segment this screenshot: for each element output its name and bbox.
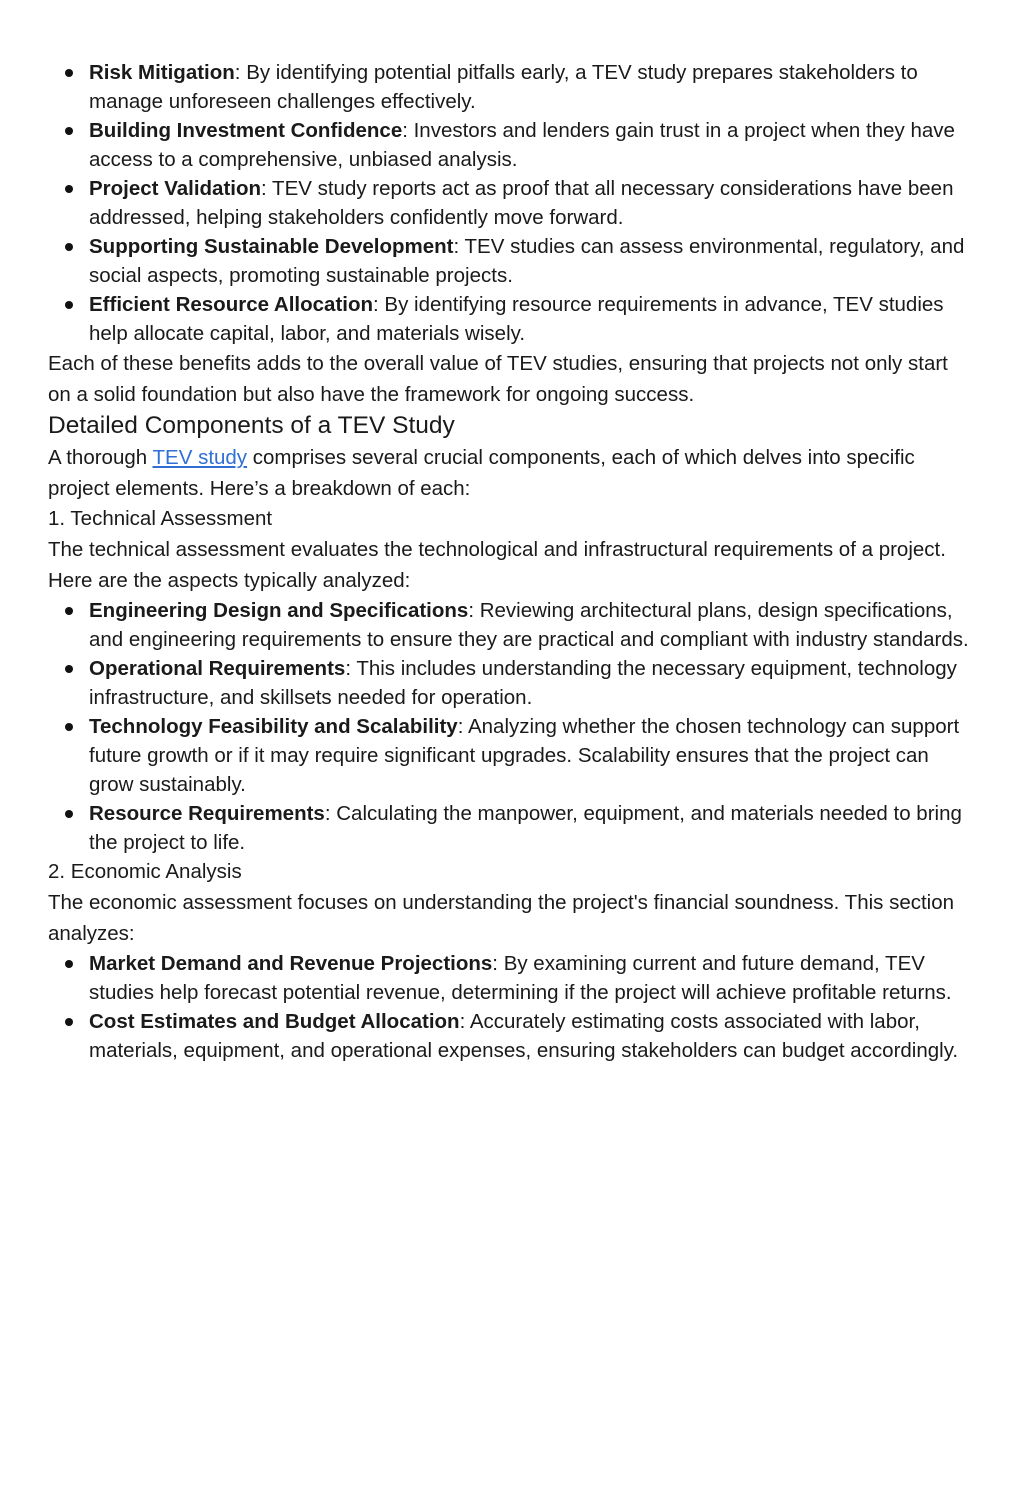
- technical-assessment-heading: 1. Technical Assessment: [48, 507, 273, 530]
- intro-text-before: A thorough: [48, 446, 153, 469]
- list-item-term: Efficient Resource Allocation: [89, 293, 374, 316]
- list-item-term: Market Demand and Revenue Projections: [89, 952, 493, 975]
- list-item-text: : By examining current and future demand, TEV studies help forecast potential revenue, determining if the project will achieve profitable returns.: [89, 952, 952, 1004]
- tev-study-link[interactable]: TEV study: [152, 446, 248, 469]
- list-item-text: : Calculating the manpower, equipment, and materials needed to bring the project to life.: [89, 802, 962, 854]
- list-item-term: Cost Estimates and Budget Allocation: [89, 1010, 460, 1033]
- list-item: [89, 174, 974, 232]
- list-item: [89, 290, 974, 348]
- list-item-text: : Analyzing whether the chosen technology can support future growth or if it may require significant upgrades. Scalability ensures that the project can grow sustainably.: [89, 715, 960, 796]
- list-item-term: Resource Requirements: [89, 802, 325, 825]
- bullet-icon: [65, 810, 73, 818]
- bullet-icon: [65, 127, 73, 135]
- list-item-text: : Investors and lenders gain trust in a project when they have access to a comprehensive, unbiased analysis.: [89, 119, 955, 171]
- list-item-text: : Reviewing architectural plans, design specifications, and engineering requirements to ensure they are practical and compliant with industry standards.: [89, 599, 969, 651]
- components-intro: [48, 442, 974, 504]
- list-item: [89, 58, 974, 116]
- list-item-term: Operational Requirements: [89, 657, 346, 680]
- bullet-icon: [65, 1018, 73, 1026]
- list-item-text: : TEV study reports act as proof that all necessary considerations have been addressed, helping stakeholders confidently move forward.: [89, 177, 954, 229]
- bullet-icon: [65, 665, 73, 673]
- list-item: [89, 596, 974, 654]
- list-item: [89, 116, 974, 174]
- list-item-term: Engineering Design and Specifications: [89, 599, 469, 622]
- bullet-icon: [65, 723, 73, 731]
- benefits-list: [48, 58, 974, 348]
- list-item: [89, 712, 974, 799]
- list-item-text: : TEV studies can assess environmental, regulatory, and social aspects, promoting sustainable projects.: [89, 235, 965, 287]
- list-item-text: : This includes understanding the necessary equipment, technology infrastructure, and skillsets needed for operation.: [89, 657, 957, 709]
- list-item: [89, 654, 974, 712]
- bullet-icon: [65, 69, 73, 77]
- economic-list: [48, 949, 974, 1065]
- bullet-icon: [65, 185, 73, 193]
- list-item-text: : By identifying resource requirements in advance, TEV studies help allocate capital, labor, and materials wisely.: [89, 293, 944, 345]
- technical-intro: The technical assessment evaluates the technological and infrastructural requirements of a project. Here are the aspects typically analyzed:: [48, 538, 946, 592]
- list-item-term: Building Investment Confidence: [89, 119, 403, 142]
- list-item-term: Supporting Sustainable Development: [89, 235, 454, 258]
- list-item-text: : By identifying potential pitfalls early, a TEV study prepares stakeholders to manage unforeseen challenges effectively.: [89, 61, 918, 113]
- list-item-term: Project Validation: [89, 177, 262, 200]
- list-item: [89, 799, 974, 857]
- bullet-icon: [65, 301, 73, 309]
- list-item-term: Technology Feasibility and Scalability: [89, 715, 458, 738]
- bullet-icon: [65, 243, 73, 251]
- document-page: [0, 58, 1024, 1505]
- list-item-text: : Accurately estimating costs associated with labor, materials, equipment, and operational expenses, ensuring stakeholders can budget accordingly.: [89, 1010, 959, 1062]
- bullet-icon: [65, 960, 73, 968]
- list-item: [89, 232, 974, 290]
- bullet-icon: [65, 607, 73, 615]
- benefits-summary: Each of these benefits adds to the overall value of TEV studies, ensuring that projects not only start on a solid foundation but also have the framework for ongoing success.: [48, 352, 948, 406]
- list-item: [89, 949, 974, 1007]
- economic-analysis-heading: 2. Economic Analysis: [48, 860, 242, 883]
- components-heading: Detailed Components of a TEV Study: [48, 412, 455, 439]
- technical-list: [48, 596, 974, 857]
- economic-intro: The economic assessment focuses on understanding the project's financial soundness. This section analyzes:: [48, 891, 955, 945]
- list-item-term: Risk Mitigation: [89, 61, 235, 84]
- intro-text-after: comprises several crucial components, each of which delves into specific project elements. Here’s a breakdown of each:: [48, 446, 915, 500]
- list-item: [89, 1007, 974, 1065]
